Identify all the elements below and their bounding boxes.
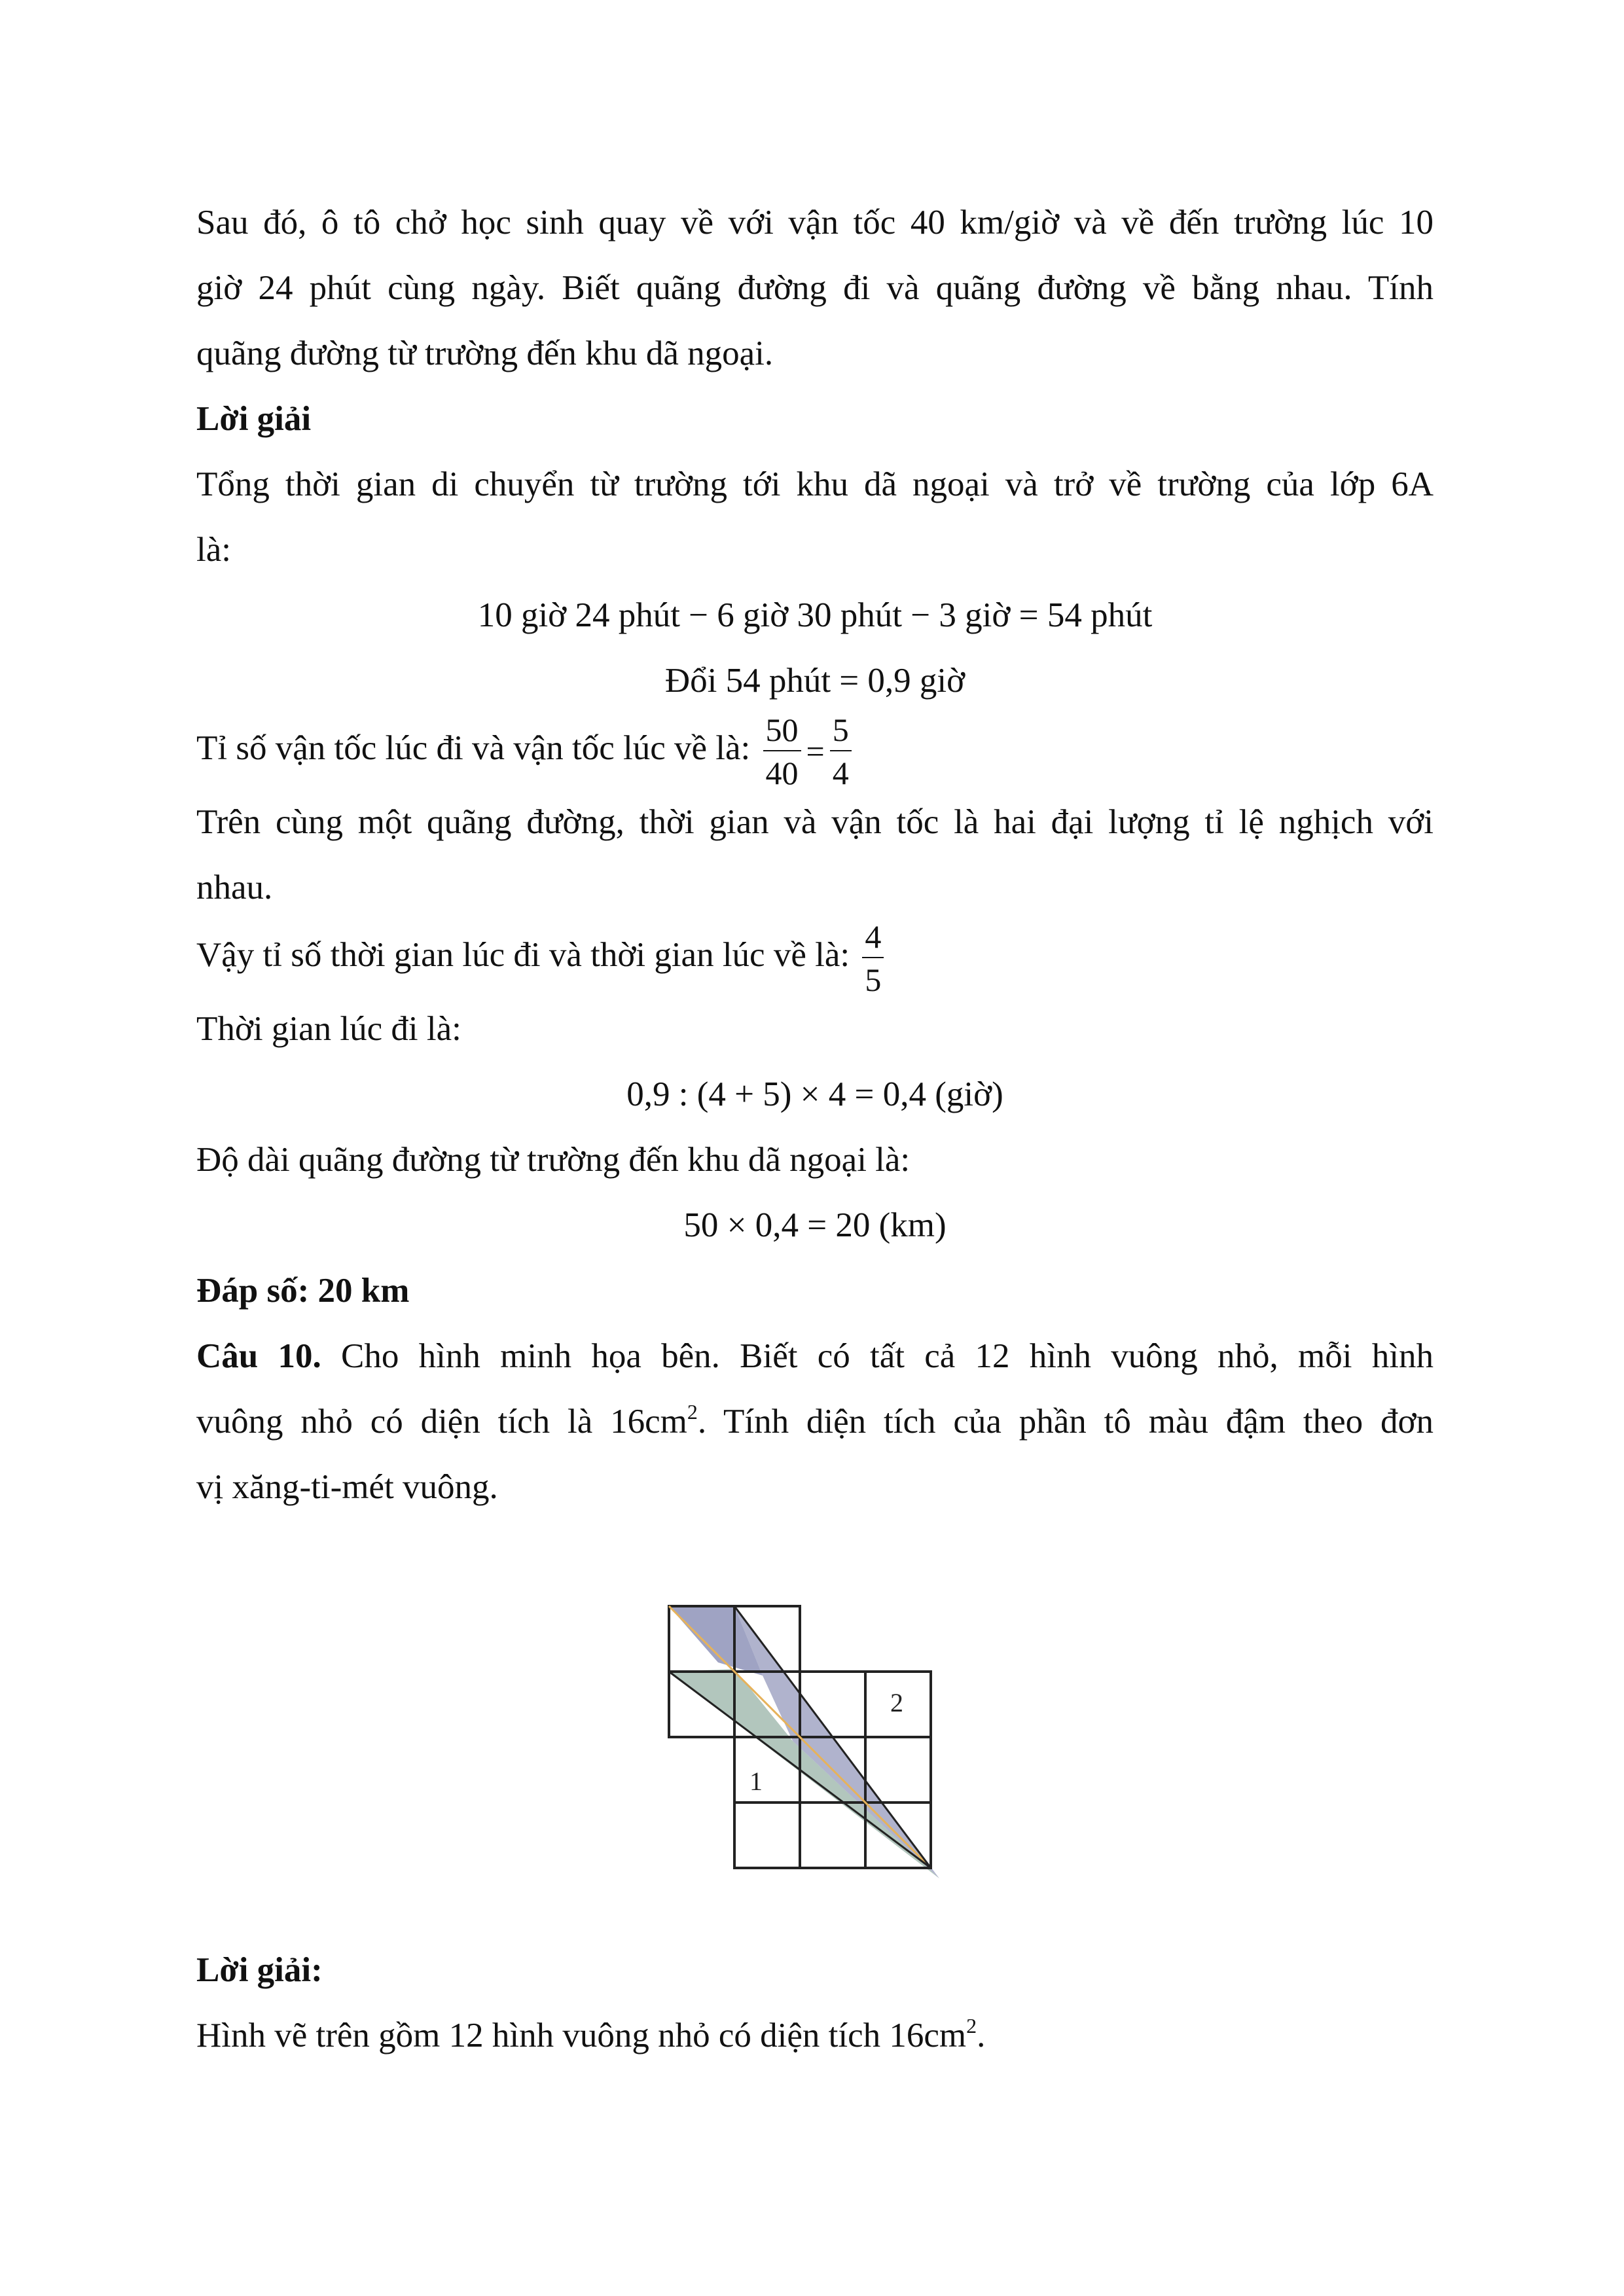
distance-calculation: 50 × 0,4 = 20 (km) [683,1206,947,1244]
label-2: 2 [890,1688,903,1717]
question-10-line-1 [196,1323,1434,1389]
time-ratio-line [196,920,1434,996]
solution-2-heading: Lời giải: [196,1951,323,1989]
superscript: 2 [966,2014,977,2038]
question-text-2a: vuông nhỏ có diện tích là 16cm [196,1403,687,1441]
question-text-1: Cho hình minh họa bên. Biết có tất cả 12 hình vuông nhỏ, mỗi hình [321,1337,1434,1375]
intro-line-2: giờ 24 phút cùng ngày. Biết quãng đường đi và quãng đường về bằng nhau. Tính [196,269,1434,307]
fraction-numerator: 50 [763,713,801,751]
question-text-2b: . Tính diện tích của phần tô màu đậm theo đơn [697,1403,1434,1441]
solution-2-text-a: Hình vẽ trên gồm 12 hình vuông nhỏ có diện tích 16cm [196,2017,967,2054]
speed-ratio-line [196,713,1434,789]
fraction-denominator: 5 [865,961,882,998]
time-fraction [862,920,884,996]
inverse-line-1: Trên cùng một quãng đường, thời gian và vận tốc là hai đại lượng tỉ lệ nghịch với [196,803,1434,841]
fraction-numerator: 5 [830,713,852,751]
fraction-denominator: 4 [832,755,849,791]
grid-figure [638,1597,985,1905]
inverse-line-2: nhau. [196,869,273,906]
superscript: 2 [687,1400,698,1424]
solution-heading: Lời giải [196,400,312,438]
time-conversion: Đổi 54 phút = 0,9 giờ [664,662,965,700]
speed-ratio-text: Tỉ số vận tốc lúc đi và vận tốc lúc về là: [196,729,751,768]
speed-fraction-2 [830,713,852,789]
distance-label: Độ dài quãng đường từ trường đến khu dã ngoại là: [196,1141,911,1179]
time-calculation: 10 giờ 24 phút − 6 giờ 30 phút − 3 giờ = 54 phút [477,596,1153,634]
total-time-line-1: Tổng thời gian di chuyển từ trường tới khu dã ngoại và trở về trường của lớp 6A [196,465,1434,503]
solution-2 [196,1937,1434,2068]
total-time-line-2: là: [196,531,231,569]
question-10-line-2 [196,1389,1434,1454]
question-label: Câu 10. [196,1337,321,1375]
label-1: 1 [749,1767,763,1796]
intro-line-1: Sau đó, ô tô chở học sinh quay về với vận tốc 40 km/giờ và về đến trường lúc 10 [196,204,1434,242]
document-page [196,190,1434,1520]
fraction-numerator: 4 [862,920,884,958]
question-10-line-3: vị xăng-ti-mét vuông. [196,1468,498,1506]
solution-2-text [196,2003,1434,2068]
fraction-denominator: 40 [765,755,799,791]
intro-line-3: quãng đường từ trường đến khu dã ngoại. [196,334,774,372]
go-time-label: Thời gian lúc đi là: [196,1010,461,1048]
grid-figure-svg [638,1597,985,1905]
equals-sign: = [806,733,825,770]
time-ratio-text: Vậy tỉ số thời gian lúc đi và thời gian lúc về là: [196,936,850,975]
answer-line: Đáp số: 20 km [196,1272,410,1310]
speed-fraction-1 [763,713,801,789]
solution-2-text-b: . [977,2017,986,2054]
go-time-calculation: 0,9 : (4 + 5) × 4 = 0,4 (giờ) [626,1075,1003,1113]
